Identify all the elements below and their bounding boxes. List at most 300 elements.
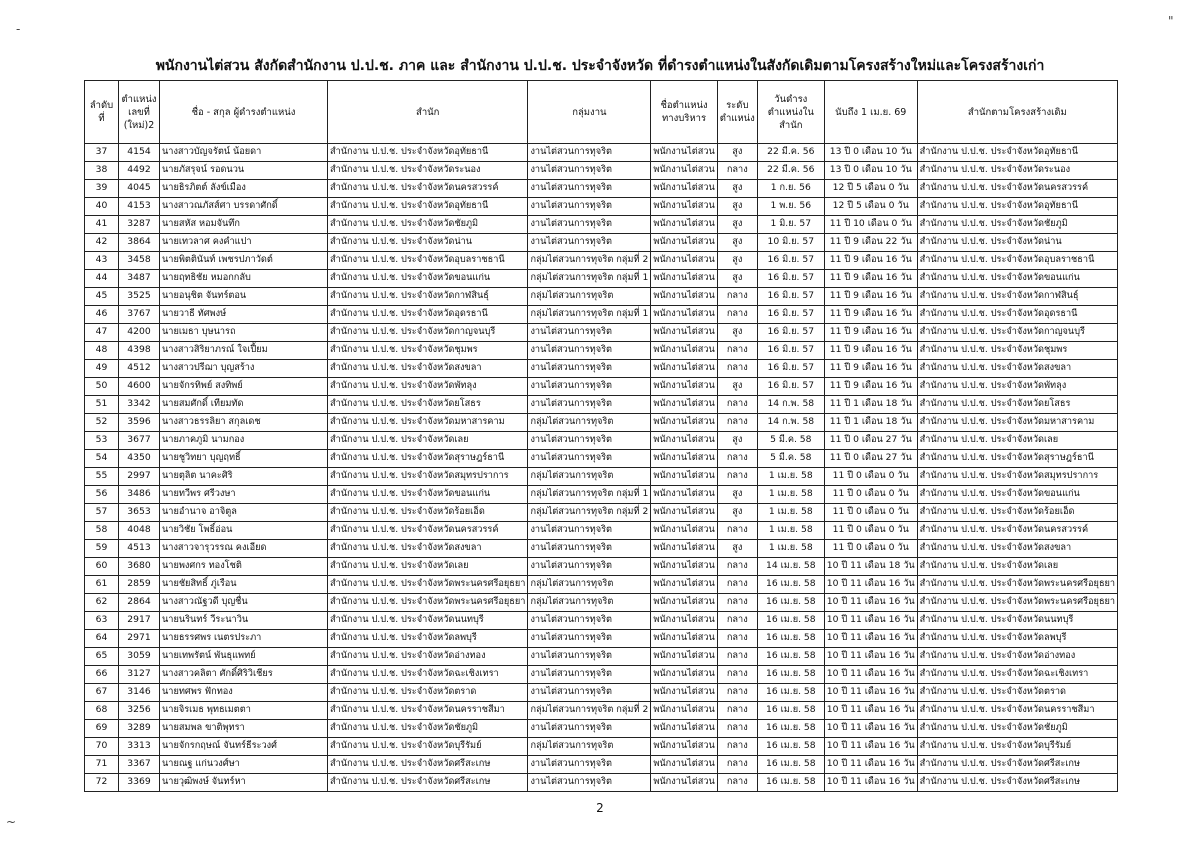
table-row — [85, 720, 1118, 738]
cell-level: สูง — [717, 486, 757, 504]
cell-duration: 11 ปี 9 เดือน 16 วัน — [824, 306, 917, 324]
col-header-order: ลำดับที่ — [85, 81, 119, 144]
col-header-office: สำนัก — [328, 81, 528, 144]
cell-position-no: 3596 — [119, 414, 160, 432]
cell-start-date: 16 เม.ย. 58 — [757, 684, 824, 702]
cell-order: 60 — [85, 558, 119, 576]
cell-name: นายวิชัย โพธิ์อ่อน — [160, 522, 328, 540]
table-row — [85, 648, 1118, 666]
cell-old-office: สำนักงาน ป.ป.ช. ประจำจังหวัดสมุทรปราการ — [917, 468, 1117, 486]
cell-position-no: 3487 — [119, 270, 160, 288]
table-row — [85, 306, 1118, 324]
cell-order: 64 — [85, 630, 119, 648]
cell-name: นางสาวณัฐวดี บุญชื่น — [160, 594, 328, 612]
cell-duration: 12 ปี 5 เดือน 0 วัน — [824, 198, 917, 216]
cell-position-no: 3486 — [119, 486, 160, 504]
cell-old-office: สำนักงาน ป.ป.ช. ประจำจังหวัดอุทัยธานี — [917, 144, 1117, 162]
cell-old-office: สำนักงาน ป.ป.ช. ประจำจังหวัดนครสวรรค์ — [917, 522, 1117, 540]
cell-office: สำนักงาน ป.ป.ช. ประจำจังหวัดพัทลุง — [328, 378, 528, 396]
cell-name: นางสาวบัญจรัตน์ น้อยดา — [160, 144, 328, 162]
cell-admin-title: พนักงานไต่สวน — [651, 558, 717, 576]
cell-level: สูง — [717, 378, 757, 396]
cell-office: สำนักงาน ป.ป.ช. ประจำจังหวัดสงขลา — [328, 360, 528, 378]
cell-order: 50 — [85, 378, 119, 396]
cell-name: นายอำนาจ อาจิตูล — [160, 504, 328, 522]
cell-duration: 12 ปี 5 เดือน 0 วัน — [824, 180, 917, 198]
cell-duration: 11 ปี 1 เดือน 18 วัน — [824, 414, 917, 432]
cell-group: งานไต่สวนการทุจริต — [528, 630, 651, 648]
cell-start-date: 1 เม.ย. 58 — [757, 504, 824, 522]
cell-position-no: 4512 — [119, 360, 160, 378]
cell-group: งานไต่สวนการทุจริต — [528, 396, 651, 414]
cell-duration: 11 ปี 9 เดือน 16 วัน — [824, 324, 917, 342]
cell-group: งานไต่สวนการทุจริต — [528, 180, 651, 198]
cell-admin-title: พนักงานไต่สวน — [651, 576, 717, 594]
cell-admin-title: พนักงานไต่สวน — [651, 162, 717, 180]
scan-mark: - — [16, 22, 21, 36]
personnel-table — [84, 80, 1118, 792]
cell-position-no: 3313 — [119, 738, 160, 756]
cell-admin-title: พนักงานไต่สวน — [651, 720, 717, 738]
cell-duration: 11 ปี 0 เดือน 0 วัน — [824, 468, 917, 486]
cell-duration: 11 ปี 0 เดือน 0 วัน — [824, 540, 917, 558]
cell-duration: 10 ปี 11 เดือน 16 วัน — [824, 594, 917, 612]
cell-order: 65 — [85, 648, 119, 666]
cell-level: สูง — [717, 432, 757, 450]
cell-group: กลุ่มไต่สวนการทุจริต — [528, 414, 651, 432]
cell-old-office: สำนักงาน ป.ป.ช. ประจำจังหวัดศรีสะเกษ — [917, 756, 1117, 774]
cell-old-office: สำนักงาน ป.ป.ช. ประจำจังหวัดยโสธร — [917, 396, 1117, 414]
cell-admin-title: พนักงานไต่สวน — [651, 324, 717, 342]
cell-start-date: 16 เม.ย. 58 — [757, 648, 824, 666]
cell-order: 48 — [85, 342, 119, 360]
cell-duration: 10 ปี 11 เดือน 16 วัน — [824, 774, 917, 792]
cell-start-date: 14 ก.พ. 58 — [757, 396, 824, 414]
cell-admin-title: พนักงานไต่สวน — [651, 666, 717, 684]
cell-order: 72 — [85, 774, 119, 792]
cell-admin-title: พนักงานไต่สวน — [651, 360, 717, 378]
cell-office: สำนักงาน ป.ป.ช. ประจำจังหวัดพระนครศรีอยุธยา — [328, 594, 528, 612]
table-row — [85, 396, 1118, 414]
cell-position-no: 3653 — [119, 504, 160, 522]
cell-duration: 10 ปี 11 เดือน 16 วัน — [824, 720, 917, 738]
cell-order: 55 — [85, 468, 119, 486]
cell-group: กลุ่มไต่สวนการทุจริต — [528, 576, 651, 594]
cell-start-date: 14 ก.พ. 58 — [757, 414, 824, 432]
cell-old-office: สำนักงาน ป.ป.ช. ประจำจังหวัดสุราษฎร์ธานี — [917, 450, 1117, 468]
cell-old-office: สำนักงาน ป.ป.ช. ประจำจังหวัดพระนครศรีอยุธยา — [917, 576, 1117, 594]
cell-duration: 10 ปี 11 เดือน 16 วัน — [824, 630, 917, 648]
cell-group: กลุ่มไต่สวนการทุจริต — [528, 594, 651, 612]
cell-group: งานไต่สวนการทุจริต — [528, 684, 651, 702]
cell-group: งานไต่สวนการทุจริต — [528, 342, 651, 360]
cell-group: กลุ่มไต่สวนการทุจริต กลุ่มที่ 1 — [528, 486, 651, 504]
table-row — [85, 612, 1118, 630]
cell-admin-title: พนักงานไต่สวน — [651, 306, 717, 324]
cell-order: 58 — [85, 522, 119, 540]
cell-admin-title: พนักงานไต่สวน — [651, 468, 717, 486]
cell-position-no: 4513 — [119, 540, 160, 558]
cell-office: สำนักงาน ป.ป.ช. ประจำจังหวัดกาฬสินธุ์ — [328, 288, 528, 306]
cell-name: นายภาคภูมิ นามกอง — [160, 432, 328, 450]
cell-start-date: 16 มิ.ย. 57 — [757, 252, 824, 270]
col-header-old-office: สำนักตามโครงสร้างเดิม — [917, 81, 1117, 144]
cell-duration: 13 ปี 0 เดือน 10 วัน — [824, 144, 917, 162]
cell-level: กลาง — [717, 594, 757, 612]
cell-old-office: สำนักงาน ป.ป.ช. ประจำจังหวัดบุรีรัมย์ — [917, 738, 1117, 756]
table-body — [85, 144, 1118, 792]
cell-level: กลาง — [717, 468, 757, 486]
cell-office: สำนักงาน ป.ป.ช. ประจำจังหวัดร้อยเอ็ด — [328, 504, 528, 522]
cell-group: กลุ่มไต่สวนการทุจริต กลุ่มที่ 2 — [528, 252, 651, 270]
cell-start-date: 10 มิ.ย. 57 — [757, 234, 824, 252]
cell-admin-title: พนักงานไต่สวน — [651, 522, 717, 540]
table-row — [85, 504, 1118, 522]
cell-start-date: 1 มิ.ย. 57 — [757, 216, 824, 234]
cell-order: 54 — [85, 450, 119, 468]
cell-level: กลาง — [717, 756, 757, 774]
cell-group: งานไต่สวนการทุจริต — [528, 720, 651, 738]
cell-position-no: 3289 — [119, 720, 160, 738]
cell-old-office: สำนักงาน ป.ป.ช. ประจำจังหวัดสงขลา — [917, 540, 1117, 558]
col-header-position-no: ตำแหน่ง เลขที่ (ใหม่)2 — [119, 81, 160, 144]
cell-group: งานไต่สวนการทุจริต — [528, 666, 651, 684]
cell-position-no: 4350 — [119, 450, 160, 468]
cell-office: สำนักงาน ป.ป.ช. ประจำจังหวัดกาญจนบุรี — [328, 324, 528, 342]
cell-admin-title: พนักงานไต่สวน — [651, 756, 717, 774]
cell-start-date: 1 เม.ย. 58 — [757, 540, 824, 558]
cell-position-no: 3864 — [119, 234, 160, 252]
cell-name: นายภัสรุจน์ รอดนวน — [160, 162, 328, 180]
table-row — [85, 594, 1118, 612]
table-row — [85, 630, 1118, 648]
cell-level: กลาง — [717, 666, 757, 684]
cell-start-date: 22 มี.ค. 56 — [757, 144, 824, 162]
cell-position-no: 2917 — [119, 612, 160, 630]
cell-name: นายนรินทร์ วีระนาวิน — [160, 612, 328, 630]
cell-level: กลาง — [717, 450, 757, 468]
cell-duration: 11 ปี 9 เดือน 16 วัน — [824, 378, 917, 396]
cell-order: 61 — [85, 576, 119, 594]
cell-level: สูง — [717, 270, 757, 288]
cell-duration: 11 ปี 9 เดือน 16 วัน — [824, 252, 917, 270]
cell-duration: 11 ปี 9 เดือน 16 วัน — [824, 270, 917, 288]
cell-order: 59 — [85, 540, 119, 558]
cell-name: นายสมพล ขาติพุทรา — [160, 720, 328, 738]
cell-order: 57 — [85, 504, 119, 522]
cell-level: สูง — [717, 216, 757, 234]
cell-duration: 10 ปี 11 เดือน 16 วัน — [824, 612, 917, 630]
cell-admin-title: พนักงานไต่สวน — [651, 270, 717, 288]
cell-name: นางสาวจารุวรรณ คงเอียด — [160, 540, 328, 558]
cell-level: สูง — [717, 252, 757, 270]
cell-start-date: 16 มิ.ย. 57 — [757, 306, 824, 324]
cell-start-date: 16 เม.ย. 58 — [757, 738, 824, 756]
cell-office: สำนักงาน ป.ป.ช. ประจำจังหวัดนครราชสีมา — [328, 702, 528, 720]
cell-old-office: สำนักงาน ป.ป.ช. ประจำจังหวัดขอนแก่น — [917, 270, 1117, 288]
table-row — [85, 432, 1118, 450]
cell-start-date: 1 พ.ย. 56 — [757, 198, 824, 216]
cell-level: กลาง — [717, 288, 757, 306]
cell-old-office: สำนักงาน ป.ป.ช. ประจำจังหวัดระนอง — [917, 162, 1117, 180]
cell-order: 68 — [85, 702, 119, 720]
cell-name: นางสาวคลิตา ศักดิ์ศิริวิเชียร — [160, 666, 328, 684]
cell-old-office: สำนักงาน ป.ป.ช. ประจำจังหวัดร้อยเอ็ด — [917, 504, 1117, 522]
cell-office: สำนักงาน ป.ป.ช. ประจำจังหวัดลพบุรี — [328, 630, 528, 648]
cell-office: สำนักงาน ป.ป.ช. ประจำจังหวัดระนอง — [328, 162, 528, 180]
cell-name: นายสมศักดิ์ เทียมทัด — [160, 396, 328, 414]
cell-group: กลุ่มไต่สวนการทุจริต กลุ่มที่ 1 — [528, 270, 651, 288]
cell-order: 44 — [85, 270, 119, 288]
cell-order: 70 — [85, 738, 119, 756]
cell-group: กลุ่มไต่สวนการทุจริต — [528, 288, 651, 306]
cell-office: สำนักงาน ป.ป.ช. ประจำจังหวัดบุรีรัมย์ — [328, 738, 528, 756]
cell-old-office: สำนักงาน ป.ป.ช. ประจำจังหวัดอุทัยธานี — [917, 198, 1117, 216]
cell-order: 62 — [85, 594, 119, 612]
cell-order: 51 — [85, 396, 119, 414]
cell-level: กลาง — [717, 522, 757, 540]
cell-level: กลาง — [717, 738, 757, 756]
cell-level: กลาง — [717, 576, 757, 594]
cell-name: นายชูวิทยา บุญฤทธิ์ — [160, 450, 328, 468]
table-row — [85, 450, 1118, 468]
cell-order: 66 — [85, 666, 119, 684]
cell-office: สำนักงาน ป.ป.ช. ประจำจังหวัดขอนแก่น — [328, 486, 528, 504]
cell-group: งานไต่สวนการทุจริต — [528, 144, 651, 162]
cell-office: สำนักงาน ป.ป.ช. ประจำจังหวัดนครสวรรค์ — [328, 522, 528, 540]
cell-order: 45 — [85, 288, 119, 306]
cell-position-no: 4153 — [119, 198, 160, 216]
cell-start-date: 16 เม.ย. 58 — [757, 630, 824, 648]
cell-start-date: 1 เม.ย. 58 — [757, 486, 824, 504]
table-row — [85, 144, 1118, 162]
col-header-admin-title: ชื่อตำแหน่ง ทางบริหาร — [651, 81, 717, 144]
cell-group: งานไต่สวนการทุจริต — [528, 216, 651, 234]
cell-group: กลุ่มไต่สวนการทุจริต กลุ่มที่ 1 — [528, 306, 651, 324]
cell-start-date: 16 มิ.ย. 57 — [757, 288, 824, 306]
table-row — [85, 576, 1118, 594]
cell-old-office: สำนักงาน ป.ป.ช. ประจำจังหวัดน่าน — [917, 234, 1117, 252]
cell-order: 63 — [85, 612, 119, 630]
cell-group: งานไต่สวนการทุจริต — [528, 450, 651, 468]
cell-office: สำนักงาน ป.ป.ช. ประจำจังหวัดมหาสารคาม — [328, 414, 528, 432]
cell-duration: 10 ปี 11 เดือน 16 วัน — [824, 756, 917, 774]
cell-office: สำนักงาน ป.ป.ช. ประจำจังหวัดเลย — [328, 558, 528, 576]
cell-office: สำนักงาน ป.ป.ช. ประจำจังหวัดตราด — [328, 684, 528, 702]
cell-duration: 11 ปี 0 เดือน 0 วัน — [824, 522, 917, 540]
col-header-name: ชื่อ - สกุล ผู้ดำรงตำแหน่ง — [160, 81, 328, 144]
cell-position-no: 3767 — [119, 306, 160, 324]
cell-position-no: 4200 — [119, 324, 160, 342]
cell-office: สำนักงาน ป.ป.ช. ประจำจังหวัดนครสวรรค์ — [328, 180, 528, 198]
cell-duration: 11 ปี 1 เดือน 18 วัน — [824, 396, 917, 414]
cell-old-office: สำนักงาน ป.ป.ช. ประจำจังหวัดสงขลา — [917, 360, 1117, 378]
cell-office: สำนักงาน ป.ป.ช. ประจำจังหวัดอ่างทอง — [328, 648, 528, 666]
cell-duration: 10 ปี 11 เดือน 16 วัน — [824, 576, 917, 594]
cell-duration: 11 ปี 0 เดือน 0 วัน — [824, 504, 917, 522]
cell-name: นายวุฒิพงษ์ จันทร์หา — [160, 774, 328, 792]
cell-admin-title: พนักงานไต่สวน — [651, 252, 717, 270]
cell-admin-title: พนักงานไต่สวน — [651, 288, 717, 306]
cell-name: นายวาธี ทัศพงษ์ — [160, 306, 328, 324]
cell-name: นายจิรเมธ พุทธเมตตา — [160, 702, 328, 720]
cell-group: งานไต่สวนการทุจริต — [528, 360, 651, 378]
table-row — [85, 288, 1118, 306]
cell-admin-title: พนักงานไต่สวน — [651, 234, 717, 252]
col-header-start-date: วันดำรง ตำแหน่งใน สำนัก — [757, 81, 824, 144]
table-row — [85, 324, 1118, 342]
table-row — [85, 468, 1118, 486]
cell-start-date: 16 มิ.ย. 57 — [757, 270, 824, 288]
cell-name: นายเมธา บุษนารถ — [160, 324, 328, 342]
cell-start-date: 22 มี.ค. 56 — [757, 162, 824, 180]
cell-order: 40 — [85, 198, 119, 216]
cell-duration: 10 ปี 11 เดือน 18 วัน — [824, 558, 917, 576]
table-row — [85, 540, 1118, 558]
cell-name: นายเทพรัตน์ พันธุแพทย์ — [160, 648, 328, 666]
cell-office: สำนักงาน ป.ป.ช. ประจำจังหวัดอุทัยธานี — [328, 144, 528, 162]
cell-level: กลาง — [717, 396, 757, 414]
cell-group: งานไต่สวนการทุจริต — [528, 522, 651, 540]
cell-name: นายเทวลาศ คงคำแปา — [160, 234, 328, 252]
cell-level: กลาง — [717, 612, 757, 630]
cell-admin-title: พนักงานไต่สวน — [651, 648, 717, 666]
cell-level: กลาง — [717, 558, 757, 576]
cell-name: นางสาวณภัสส์ศา บรรดาศักดิ์ — [160, 198, 328, 216]
table-row — [85, 522, 1118, 540]
cell-order: 52 — [85, 414, 119, 432]
table-row — [85, 414, 1118, 432]
cell-group: งานไต่สวนการทุจริต — [528, 378, 651, 396]
cell-admin-title: พนักงานไต่สวน — [651, 396, 717, 414]
cell-start-date: 16 มิ.ย. 57 — [757, 360, 824, 378]
cell-level: กลาง — [717, 630, 757, 648]
cell-admin-title: พนักงานไต่สวน — [651, 774, 717, 792]
cell-duration: 10 ปี 11 เดือน 16 วัน — [824, 702, 917, 720]
cell-old-office: สำนักงาน ป.ป.ช. ประจำจังหวัดเลย — [917, 432, 1117, 450]
cell-position-no: 4600 — [119, 378, 160, 396]
scan-mark: " — [1168, 14, 1174, 28]
cell-start-date: 1 ก.ย. 56 — [757, 180, 824, 198]
table-row — [85, 378, 1118, 396]
cell-office: สำนักงาน ป.ป.ช. ประจำจังหวัดนนทบุรี — [328, 612, 528, 630]
cell-order: 38 — [85, 162, 119, 180]
table-row — [85, 774, 1118, 792]
cell-start-date: 1 เม.ย. 58 — [757, 522, 824, 540]
cell-position-no: 3369 — [119, 774, 160, 792]
cell-group: งานไต่สวนการทุจริต — [528, 558, 651, 576]
cell-group: กลุ่มไต่สวนการทุจริต — [528, 468, 651, 486]
cell-order: 71 — [85, 756, 119, 774]
cell-position-no: 3525 — [119, 288, 160, 306]
cell-position-no: 3458 — [119, 252, 160, 270]
cell-group: กลุ่มไต่สวนการทุจริต กลุ่มที่ 2 — [528, 702, 651, 720]
cell-position-no: 3677 — [119, 432, 160, 450]
cell-office: สำนักงาน ป.ป.ช. ประจำจังหวัดอุทัยธานี — [328, 198, 528, 216]
cell-start-date: 16 เม.ย. 58 — [757, 666, 824, 684]
cell-admin-title: พนักงานไต่สวน — [651, 504, 717, 522]
cell-admin-title: พนักงานไต่สวน — [651, 414, 717, 432]
cell-duration: 13 ปี 0 เดือน 10 วัน — [824, 162, 917, 180]
col-header-duration: นับถึง 1 เม.ย. 69 — [824, 81, 917, 144]
cell-admin-title: พนักงานไต่สวน — [651, 432, 717, 450]
cell-admin-title: พนักงานไต่สวน — [651, 540, 717, 558]
cell-old-office: สำนักงาน ป.ป.ช. ประจำจังหวัดนนทบุรี — [917, 612, 1117, 630]
cell-group: งานไต่สวนการทุจริต — [528, 648, 651, 666]
cell-duration: 10 ปี 11 เดือน 16 วัน — [824, 684, 917, 702]
cell-name: นายฤทธิชัย หมอกกลับ — [160, 270, 328, 288]
cell-office: สำนักงาน ป.ป.ช. ประจำจังหวัดชุมพร — [328, 342, 528, 360]
cell-start-date: 16 เม.ย. 58 — [757, 594, 824, 612]
cell-name: นายชัยสิทธิ์ ภู่เรือน — [160, 576, 328, 594]
cell-admin-title: พนักงานไต่สวน — [651, 594, 717, 612]
cell-start-date: 16 มิ.ย. 57 — [757, 378, 824, 396]
table-row — [85, 216, 1118, 234]
cell-group: งานไต่สวนการทุจริต — [528, 774, 651, 792]
cell-position-no: 2971 — [119, 630, 160, 648]
cell-level: สูง — [717, 234, 757, 252]
cell-admin-title: พนักงานไต่สวน — [651, 216, 717, 234]
cell-duration: 10 ปี 11 เดือน 16 วัน — [824, 648, 917, 666]
cell-start-date: 16 เม.ย. 58 — [757, 702, 824, 720]
cell-admin-title: พนักงานไต่สวน — [651, 144, 717, 162]
cell-old-office: สำนักงาน ป.ป.ช. ประจำจังหวัดกาฬสินธุ์ — [917, 288, 1117, 306]
table-row — [85, 558, 1118, 576]
cell-position-no: 4154 — [119, 144, 160, 162]
cell-start-date: 1 เม.ย. 58 — [757, 468, 824, 486]
cell-name: นางสาวสิริยาภรณ์ ใจเปี้ยม — [160, 342, 328, 360]
cell-order: 53 — [85, 432, 119, 450]
cell-old-office: สำนักงาน ป.ป.ช. ประจำจังหวัดลพบุรี — [917, 630, 1117, 648]
cell-order: 41 — [85, 216, 119, 234]
cell-old-office: สำนักงาน ป.ป.ช. ประจำจังหวัดอุบลราชธานี — [917, 252, 1117, 270]
cell-office: สำนักงาน ป.ป.ช. ประจำจังหวัดยโสธร — [328, 396, 528, 414]
cell-position-no: 4048 — [119, 522, 160, 540]
cell-group: งานไต่สวนการทุจริต — [528, 432, 651, 450]
col-header-group: กลุ่มงาน — [528, 81, 651, 144]
table-row — [85, 756, 1118, 774]
cell-level: กลาง — [717, 306, 757, 324]
cell-duration: 11 ปี 9 เดือน 16 วัน — [824, 360, 917, 378]
cell-order: 39 — [85, 180, 119, 198]
cell-old-office: สำนักงาน ป.ป.ช. ประจำจังหวัดชุมพร — [917, 342, 1117, 360]
table-row — [85, 270, 1118, 288]
cell-admin-title: พนักงานไต่สวน — [651, 630, 717, 648]
cell-name: นางสาวธรรลิยา สกุลเดช — [160, 414, 328, 432]
cell-level: กลาง — [717, 648, 757, 666]
cell-duration: 11 ปี 0 เดือน 27 วัน — [824, 432, 917, 450]
cell-order: 69 — [85, 720, 119, 738]
cell-name: นายสหัส หอมจันทึก — [160, 216, 328, 234]
cell-start-date: 16 มิ.ย. 57 — [757, 324, 824, 342]
cell-old-office: สำนักงาน ป.ป.ช. ประจำจังหวัดนครราชสีมา — [917, 702, 1117, 720]
cell-position-no: 3146 — [119, 684, 160, 702]
cell-level: สูง — [717, 540, 757, 558]
cell-level: กลาง — [717, 360, 757, 378]
cell-start-date: 16 เม.ย. 58 — [757, 576, 824, 594]
cell-office: สำนักงาน ป.ป.ช. ประจำจังหวัดขอนแก่น — [328, 270, 528, 288]
cell-group: งานไต่สวนการทุจริต — [528, 612, 651, 630]
cell-position-no: 3256 — [119, 702, 160, 720]
cell-order: 37 — [85, 144, 119, 162]
cell-start-date: 16 เม.ย. 58 — [757, 756, 824, 774]
cell-level: กลาง — [717, 684, 757, 702]
cell-start-date: 14 เม.ย. 58 — [757, 558, 824, 576]
table-row — [85, 162, 1118, 180]
cell-admin-title: พนักงานไต่สวน — [651, 342, 717, 360]
cell-duration: 11 ปี 9 เดือน 16 วัน — [824, 342, 917, 360]
cell-position-no: 2997 — [119, 468, 160, 486]
